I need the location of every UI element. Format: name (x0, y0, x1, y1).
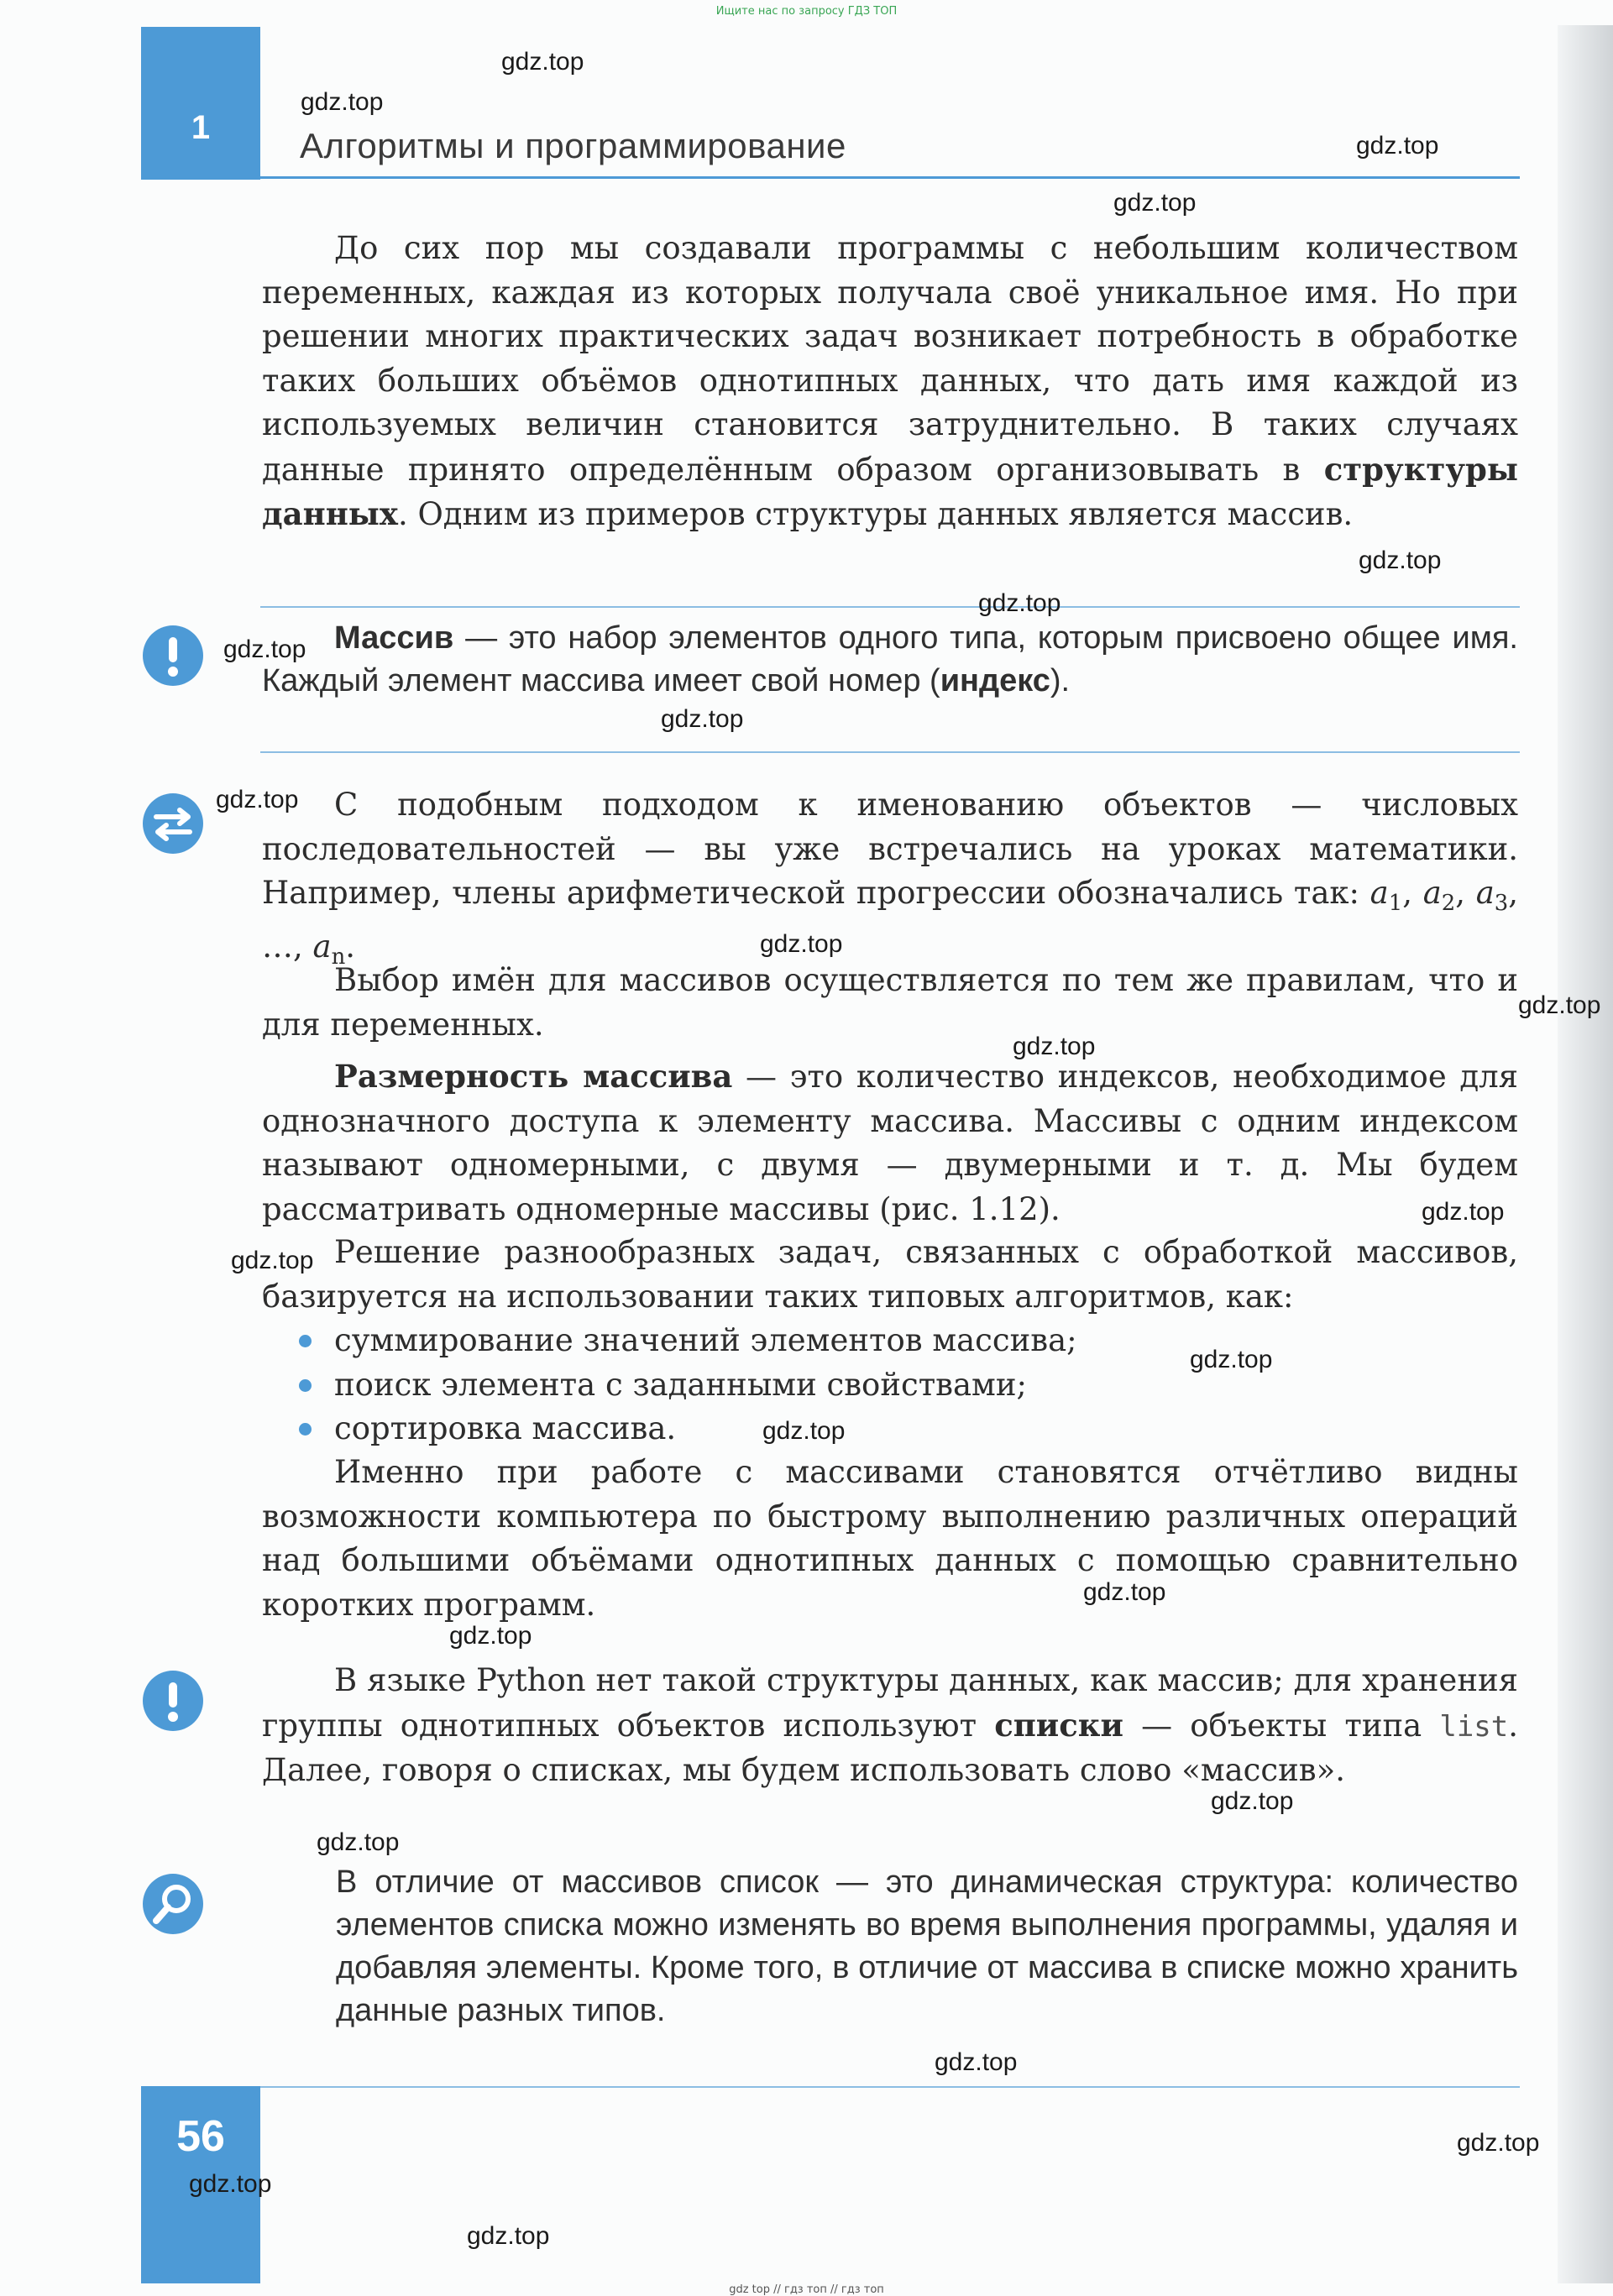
bullet-icon (299, 1335, 312, 1347)
algorithms-list (262, 1319, 1518, 1451)
computer-paragraph: Именно при работе с массивами становятся отчётливо видны возможности компьютера по быстрому выполнению различных операций над большими объёмами однотипных данных с помощью сравнительно коротких программ. (262, 1454, 1518, 1623)
watermark: gdz.top (1457, 2129, 1540, 2157)
magnifier-icon (143, 1874, 203, 1934)
definition-bottom-rule (260, 751, 1520, 753)
array-definition: Массив — это набор элементов одного типа, которым присвоено общее имя. Каждый элемент массива имеет свой номер (индекс). (262, 620, 1518, 698)
watermark: gdz.top (935, 2048, 1018, 2076)
list-item: суммирование значений элементов массива; (262, 1319, 1518, 1363)
watermark: gdz.top (1422, 1198, 1505, 1226)
footer-rule (260, 2086, 1520, 2088)
list-item: сортировка массива. (262, 1407, 1518, 1451)
bottom-note: gdz top // гдз топ // гдз топ (729, 2283, 884, 2296)
watermark: gdz.top (449, 1622, 532, 1650)
list-item: поиск элемента с заданными свойствами; (262, 1363, 1518, 1408)
exclamation-icon (143, 625, 203, 686)
watermark: gdz.top (1113, 189, 1197, 217)
watermark: gdz.top (1190, 1346, 1273, 1373)
intro-paragraph: До сих пор мы создавали программы с небольшим количеством переменных, каждая из которых получала своё уникальное имя. Но при решении многих практических задач возникает потребность в обработке таких больших объёмов однотипных данных, что дать имя каждой из используемых величин становится затруднительно. В таких случаях данные принято определённым образом организовывать в структуры данных. Одним из примеров структуры данных является массив. (262, 230, 1518, 532)
bullet-icon (299, 1423, 312, 1436)
naming-paragraph: Выбор имён для массивов осуществляется по тем же правилам, что и для переменных. (262, 962, 1518, 1043)
watermark: gdz.top (760, 930, 843, 958)
book-spine-shadow (1558, 25, 1613, 2283)
exchange-arrows-icon (143, 793, 203, 854)
header-rule (260, 176, 1520, 179)
watermark: gdz.top (467, 2222, 550, 2250)
top-note: Ищите нас по запросу ГДЗ ТОП (715, 5, 898, 18)
watermark: gdz.top (231, 1247, 314, 1274)
watermark: gdz.top (1518, 991, 1601, 1019)
watermark: gdz.top (1211, 1787, 1294, 1815)
watermark: gdz.top (1083, 1578, 1166, 1606)
watermark: gdz.top (1359, 547, 1442, 574)
chapter-tab (141, 27, 260, 180)
watermark: gdz.top (661, 705, 744, 733)
algorithms-paragraph: Решение разнообразных задач, связанных с обработкой массивов, базируется на использовании таких типовых алгоритмов, как: (262, 1234, 1518, 1315)
chapter-title: Алгоритмы и программирование (300, 126, 846, 165)
watermark: gdz.top (978, 589, 1061, 617)
watermark: gdz.top (1013, 1033, 1096, 1060)
sequence-paragraph: С подобным подходом к именованию объектов — числовых последовательностей — вы уже встречались на уроках математики. Например, члены арифметической прогрессии обозначались так: $a_1$, $a_2$, $a_3$, …, $a_n$. (262, 787, 1519, 970)
watermark: gdz.top (189, 2170, 272, 2198)
bullet-icon (299, 1379, 312, 1392)
watermark: gdz.top (216, 786, 299, 813)
page-number: 56 (176, 2112, 225, 2161)
watermark: gdz.top (501, 48, 584, 76)
chapter-number: 1 (191, 109, 211, 146)
watermark: gdz.top (301, 88, 384, 116)
watermark: gdz.top (762, 1417, 846, 1445)
definition-top-rule (260, 606, 1520, 608)
exclamation-icon (143, 1671, 203, 1731)
watermark: gdz.top (1356, 132, 1439, 160)
dimension-paragraph: Размерность массива — это количество индексов, необходимое для однозначного доступа к элементу массива. Массивы с одним индексом называют одномерными, с двумя — двумерными и т. д. Мы будем рассматривать одномерные массивы (рис. 1.12). (262, 1058, 1519, 1227)
watermark: gdz.top (317, 1828, 400, 1856)
python-note: В языке Python нет такой структуры данных, как массив; для хранения группы однотипных объектов используют списки — объекты типа list. Далее, говоря о списках, мы будем использовать слово «массив». (262, 1662, 1518, 1788)
watermark: gdz.top (223, 635, 306, 663)
list-note: В отличие от массивов список — это динамическая структура: количество элементов списка можно изменять во время выполнения программы, удаляя и добавляя элементы. Кроме того, в отличие от массива в списке можно хранить данные разных типов. (336, 1865, 1518, 2028)
